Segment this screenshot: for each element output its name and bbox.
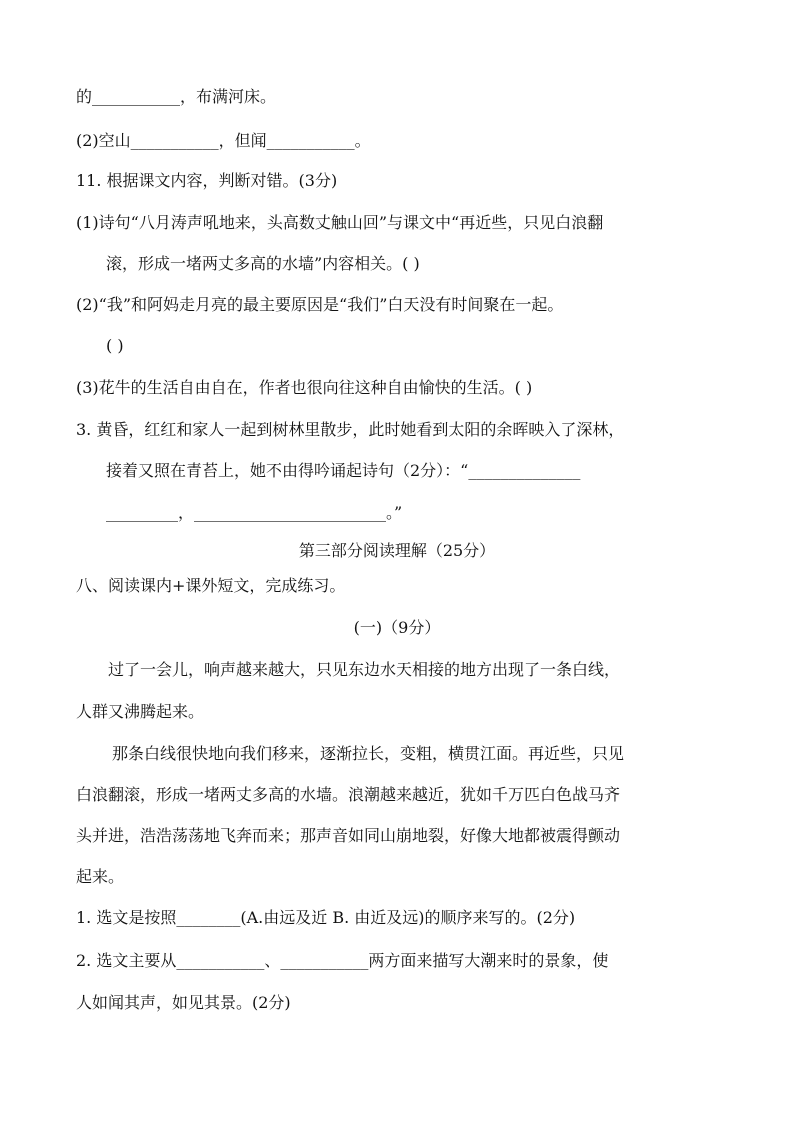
text-line-11: _________，________________________。” (106, 503, 403, 522)
text-line-10: 接着又照在青苔上，她不由得吟诵起诗句（2分）：“______________ (106, 461, 581, 480)
question-3-text: 3. 黄昏，红红和家人一起到树林里散步，此时她看到太阳的余晖映入了深林， (76, 420, 625, 439)
text-line-6: (2)“我”和阿妈走月亮的最主要原因是“我们”白天没有时间聚在一起。 (76, 295, 564, 314)
question-1-text: 1. 选文是按照________(A.由远及近 B. 由近及远)的顺序来写的。(2分) (76, 908, 576, 927)
passage-line-4: 白浪翻滚，形成一堵两丈多高的水墙。浪潮越来越近，犹如千万匹白色战马齐 (76, 785, 621, 804)
text-line-5: 滚，形成一堵两丈多高的水墙”内容相关。( ) (106, 254, 420, 273)
text-line-2: (2)空山___________，但闻___________。 (76, 131, 371, 150)
passage-line-2: 人群又沸腾起来。 (76, 702, 205, 721)
text-line-7: ( ) (106, 336, 124, 355)
question-2-continued: 人如闻其声，如见其景。(2分) (76, 993, 291, 1012)
passage-line-1: 过了一会儿，响声越来越大，只见东边水天相接的地方出现了一条白线， (108, 660, 621, 679)
question-11-heading: 11. 根据课文内容，判断对错。(3分) (76, 171, 338, 190)
passage-line-5: 头并进，浩浩荡荡地飞奔而来；那声音如同山崩地裂，好像大地都被震得颤动 (76, 826, 621, 845)
passage-1-title: (一)（9分） (353, 618, 441, 637)
question-2-text: 2. 选文主要从___________、___________两方面来描写大潮来时的景象，使 (76, 951, 609, 970)
section-title: 第三部分阅读理解（25分） (298, 541, 496, 560)
part-8-heading: 八、阅读课内+课外短文，完成练习。 (76, 576, 346, 595)
text-line-4: (1)诗句“八月涛声吼地来，头高数丈触山回”与课文中“再近些，只见白浪翻 (76, 213, 604, 232)
passage-line-3: 那条白线很快地向我们移来，逐渐拉长，变粗，横贯江面。再近些，只见 (112, 744, 625, 763)
text-line-8: (3)花牛的生活自由自在，作者也很向往这种自由愉快的生活。( ) (76, 378, 533, 397)
passage-line-6: 起来。 (76, 867, 125, 886)
text-line-1: 的___________，布满河床。 (76, 87, 277, 106)
